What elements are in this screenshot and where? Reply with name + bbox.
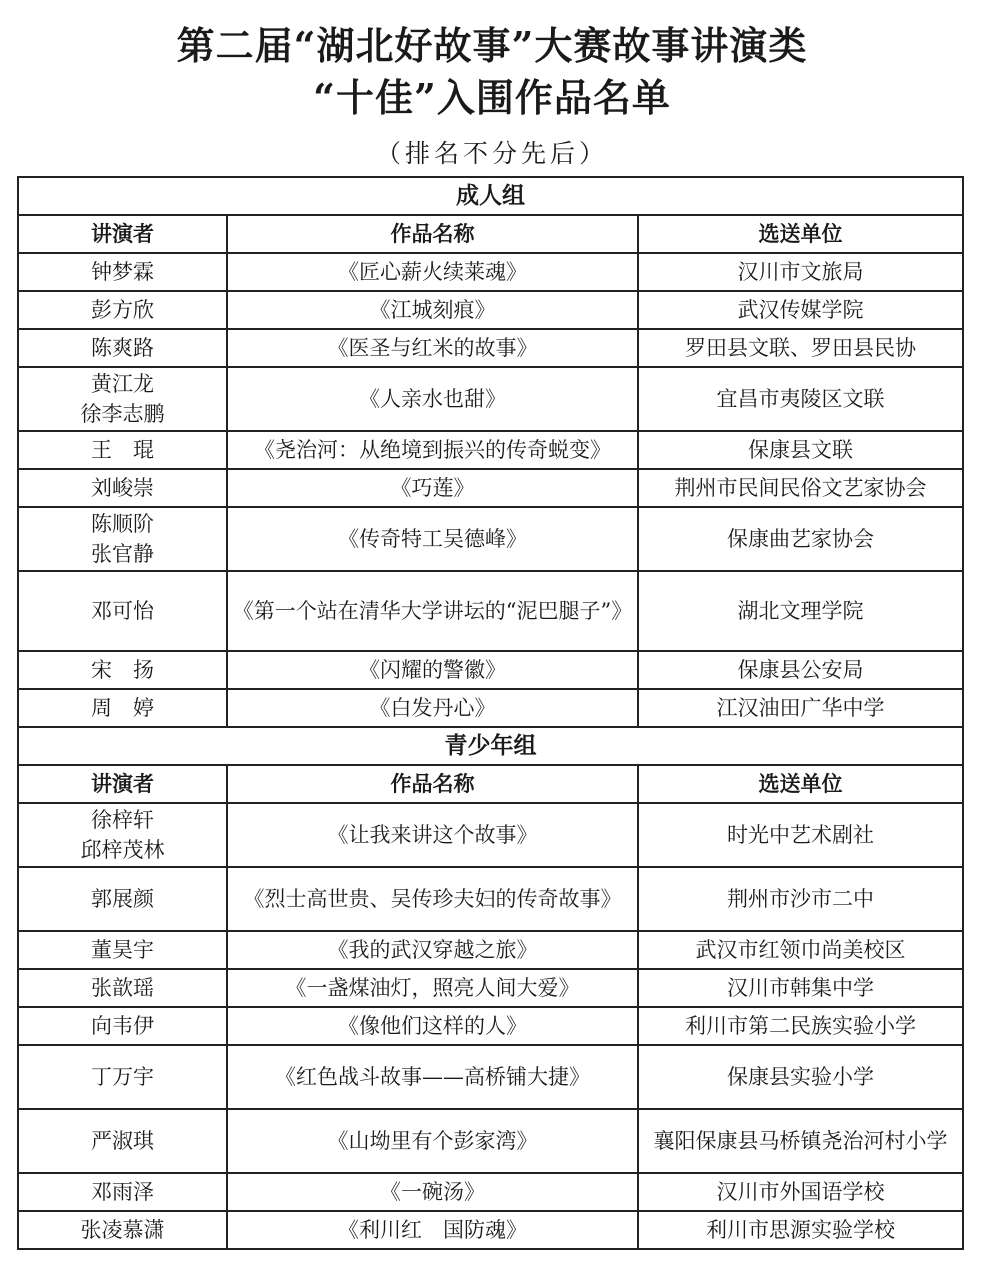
table-row <box>18 367 963 431</box>
speaker-cell: 徐梓轩 邱梓茂林 <box>18 803 227 867</box>
work-title-cell: 《尧治河：从绝境到振兴的传奇蜕变》 <box>227 431 638 469</box>
speaker-cell: 宋 扬 <box>18 651 227 689</box>
group-title: 成人组 <box>18 177 963 215</box>
column-header-work: 作品名称 <box>227 215 638 253</box>
work-title-cell: 《像他们这样的人》 <box>227 1007 638 1045</box>
speaker-cell: 陈顺阶 张官静 <box>18 507 227 571</box>
submitting-unit-cell: 罗田县文联、罗田县民协 <box>638 329 963 367</box>
table-row <box>18 253 963 291</box>
submitting-unit-cell: 荆州市民间民俗文艺家协会 <box>638 469 963 507</box>
submitting-unit-cell: 汉川市文旅局 <box>638 253 963 291</box>
table-row <box>18 469 963 507</box>
submitting-unit-cell: 汉川市外国语学校 <box>638 1173 963 1211</box>
speaker-cell: 张歆瑶 <box>18 969 227 1007</box>
table-row <box>18 571 963 651</box>
submitting-unit-cell: 时光中艺术剧社 <box>638 803 963 867</box>
work-title-cell: 《巧莲》 <box>227 469 638 507</box>
group-header-row <box>18 177 963 215</box>
submitting-unit-cell: 利川市第二民族实验小学 <box>638 1007 963 1045</box>
column-header-speaker: 讲演者 <box>18 215 227 253</box>
work-title-cell: 《闪耀的警徽》 <box>227 651 638 689</box>
speaker-cell: 严淑琪 <box>18 1109 227 1173</box>
work-title-cell: 《让我来讲这个故事》 <box>227 803 638 867</box>
speaker-cell: 郭展颜 <box>18 867 227 931</box>
work-title-cell: 《烈士高世贵、吴传珍夫妇的传奇故事》 <box>227 867 638 931</box>
work-title-cell: 《山坳里有个彭家湾》 <box>227 1109 638 1173</box>
work-title-cell: 《我的武汉穿越之旅》 <box>227 931 638 969</box>
speaker-cell: 向韦伊 <box>18 1007 227 1045</box>
submitting-unit-cell: 襄阳保康县马桥镇尧治河村小学 <box>638 1109 963 1173</box>
column-header-row <box>18 765 963 803</box>
work-title-cell: 《江城刻痕》 <box>227 291 638 329</box>
submitting-unit-cell: 保康县文联 <box>638 431 963 469</box>
speaker-cell: 刘峻崇 <box>18 469 227 507</box>
table-row <box>18 1109 963 1173</box>
group-header-row <box>18 727 963 765</box>
document-subtitle: （排名不分先后） <box>375 139 608 168</box>
column-header-speaker: 讲演者 <box>18 765 227 803</box>
table-row <box>18 1007 963 1045</box>
work-title-cell: 《医圣与红米的故事》 <box>227 329 638 367</box>
speaker-cell: 彭方欣 <box>18 291 227 329</box>
table-row <box>18 803 963 867</box>
finalists-table <box>17 176 964 1250</box>
table-row <box>18 329 963 367</box>
speaker-cell: 张凌慕潇 <box>18 1211 227 1249</box>
document-title-line-1: 第二届“湖北好故事”大赛故事讲演类 <box>176 23 808 68</box>
submitting-unit-cell: 保康县实验小学 <box>638 1045 963 1109</box>
speaker-cell: 陈爽路 <box>18 329 227 367</box>
work-title-cell: 《第一个站在清华大学讲坛的“泥巴腿子”》 <box>227 571 638 651</box>
speaker-cell: 邓可怡 <box>18 571 227 651</box>
work-title-cell: 《传奇特工吴德峰》 <box>227 507 638 571</box>
table-row <box>18 291 963 329</box>
submitting-unit-cell: 武汉市红领巾尚美校区 <box>638 931 963 969</box>
work-title-cell: 《匠心薪火续莱魂》 <box>227 253 638 291</box>
column-header-unit: 选送单位 <box>638 215 963 253</box>
submitting-unit-cell: 荆州市沙市二中 <box>638 867 963 931</box>
work-title-cell: 《利川红 国防魂》 <box>227 1211 638 1249</box>
table-row <box>18 1045 963 1109</box>
group-title: 青少年组 <box>18 727 963 765</box>
submitting-unit-cell: 江汉油田广华中学 <box>638 689 963 727</box>
work-title-cell: 《白发丹心》 <box>227 689 638 727</box>
submitting-unit-cell: 保康县公安局 <box>638 651 963 689</box>
work-title-cell: 《人亲水也甜》 <box>227 367 638 431</box>
submitting-unit-cell: 湖北文理学院 <box>638 571 963 651</box>
table-row <box>18 1173 963 1211</box>
submitting-unit-cell: 宜昌市夷陵区文联 <box>638 367 963 431</box>
speaker-cell: 王 琨 <box>18 431 227 469</box>
table-row <box>18 931 963 969</box>
column-header-work: 作品名称 <box>227 765 638 803</box>
speaker-cell: 丁万宇 <box>18 1045 227 1109</box>
submitting-unit-cell: 保康曲艺家协会 <box>638 507 963 571</box>
submitting-unit-cell: 武汉传媒学院 <box>638 291 963 329</box>
submitting-unit-cell: 利川市思源实验学校 <box>638 1211 963 1249</box>
work-title-cell: 《一盏煤油灯，照亮人间大爱》 <box>227 969 638 1007</box>
submitting-unit-cell: 汉川市韩集中学 <box>638 969 963 1007</box>
speaker-cell: 钟梦霖 <box>18 253 227 291</box>
table-row <box>18 431 963 469</box>
table-row <box>18 867 963 931</box>
work-title-cell: 《红色战斗故事——高桥铺大捷》 <box>227 1045 638 1109</box>
column-header-row <box>18 215 963 253</box>
table-row <box>18 651 963 689</box>
document-title-line-2: “十佳”入围作品名单 <box>313 75 671 120</box>
table-row <box>18 507 963 571</box>
speaker-cell: 周 婷 <box>18 689 227 727</box>
speaker-cell: 黄江龙 徐李志鹏 <box>18 367 227 431</box>
table-row <box>18 1211 963 1249</box>
column-header-unit: 选送单位 <box>638 765 963 803</box>
speaker-cell: 董昊宇 <box>18 931 227 969</box>
table-row <box>18 689 963 727</box>
table-row <box>18 969 963 1007</box>
speaker-cell: 邓雨泽 <box>18 1173 227 1211</box>
work-title-cell: 《一碗汤》 <box>227 1173 638 1211</box>
